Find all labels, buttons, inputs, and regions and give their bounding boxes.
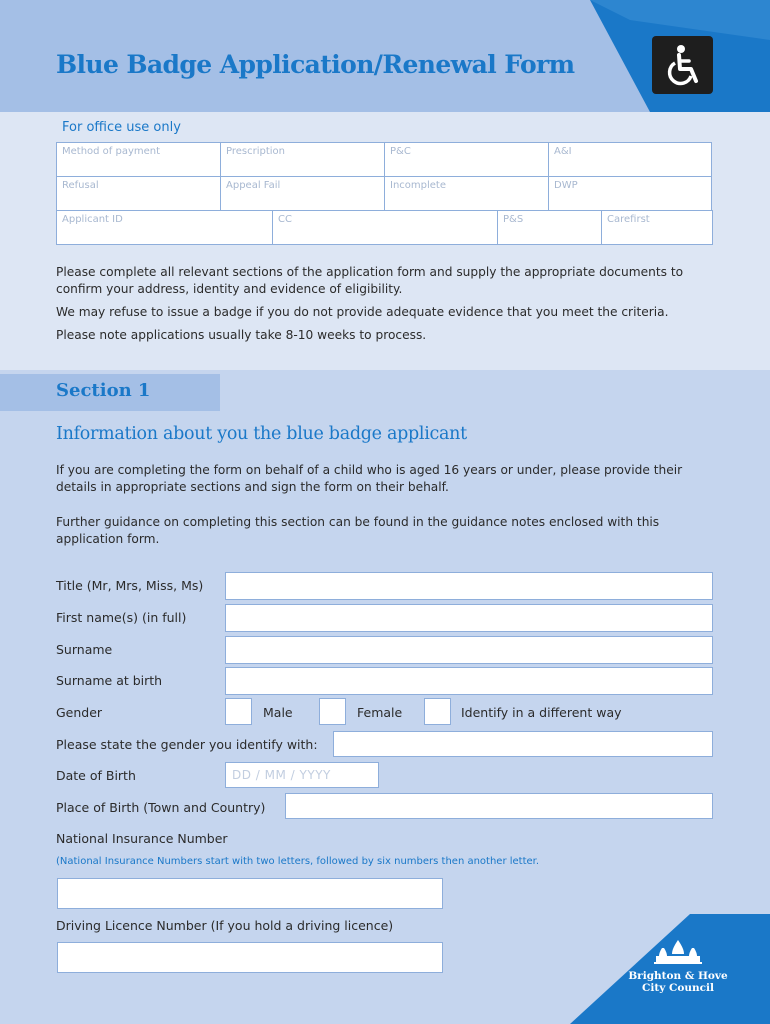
gender-other-label: Identify in a different way [461, 705, 622, 720]
page-title: Blue Badge Application/Renewal Form [56, 50, 575, 79]
council-name-line: City Council [642, 982, 714, 994]
gender-identify-label: Please state the gender you identify with: [56, 737, 318, 752]
title-input[interactable] [225, 572, 713, 600]
office-cell-dwp[interactable]: DWP [548, 176, 712, 211]
place-of-birth-input[interactable] [285, 793, 713, 819]
intro-paragraph: Please note applications usually take 8-10 weeks to process. [56, 328, 427, 342]
surname-input[interactable] [225, 636, 713, 664]
office-cell-incomplete[interactable]: Incomplete [384, 176, 549, 211]
section-paragraph: Further guidance on completing this section can be found in the guidance notes enclosed with this application form. [56, 515, 660, 546]
office-row [56, 210, 712, 244]
intro-paragraph: Please complete all relevant sections of the application form and supply the appropriate documents to confirm your address, identity and evidence of eligibility. [56, 265, 684, 296]
office-row [56, 142, 712, 176]
ni-label: National Insurance Number [56, 831, 228, 846]
office-use-label: For office use only [62, 120, 181, 135]
surname-label: Surname [56, 642, 113, 657]
office-cell-pc[interactable]: P&C [384, 142, 549, 177]
first-name-label: First name(s) (in full) [56, 610, 187, 625]
dob-placeholder: DD / MM / YYYY [232, 768, 331, 782]
council-name [628, 970, 728, 994]
gender-male-label: Male [263, 705, 293, 720]
office-cell-appeal-fail[interactable]: Appeal Fail [220, 176, 385, 211]
council-name-line: Brighton & Hove [628, 970, 728, 982]
office-cell-applicant-id[interactable]: Applicant ID [56, 210, 273, 245]
surname-at-birth-label: Surname at birth [56, 673, 163, 688]
ni-input[interactable] [57, 878, 443, 909]
title-label: Title (Mr, Mrs, Miss, Ms) [56, 578, 204, 593]
office-cell-cc[interactable]: CC [272, 210, 498, 245]
office-cell-ai[interactable]: A&I [548, 142, 712, 177]
first-name-input[interactable] [225, 604, 713, 632]
office-cell-method-of-payment[interactable]: Method of payment [56, 142, 221, 177]
section-paragraph: If you are completing the form on behalf of a child who is aged 16 years or under, please provide their details in appropriate sections and sign the form on their behalf. [56, 463, 683, 494]
office-cell-ps[interactable]: P&S [497, 210, 602, 245]
office-cell-prescription[interactable]: Prescription [220, 142, 385, 177]
driving-licence-label: Driving Licence Number (If you hold a driving licence) [56, 918, 394, 933]
section-heading: Information about you the blue badge applicant [56, 424, 467, 444]
office-use-table [56, 142, 712, 244]
gender-female-checkbox[interactable] [319, 698, 346, 725]
ni-note: (National Insurance Numbers start with two letters, followed by six numbers then another letter. [56, 856, 540, 867]
intro-text [56, 264, 716, 350]
gender-male-checkbox[interactable] [225, 698, 252, 725]
place-of-birth-label: Place of Birth (Town and Country) [56, 800, 266, 815]
gender-identify-input[interactable] [333, 731, 713, 757]
driving-licence-input[interactable] [57, 942, 443, 973]
dob-label: Date of Birth [56, 768, 136, 783]
office-cell-carefirst[interactable]: Carefirst [601, 210, 713, 245]
office-cell-refusal[interactable]: Refusal [56, 176, 221, 211]
gender-label: Gender [56, 705, 103, 720]
gender-female-label: Female [357, 705, 403, 720]
intro-paragraph: We may refuse to issue a badge if you do not provide adequate evidence that you meet the criteria. [56, 305, 669, 319]
wheelchair-icon [652, 36, 713, 94]
gender-other-checkbox[interactable] [424, 698, 451, 725]
office-row [56, 176, 712, 210]
section-label: Section 1 [56, 380, 151, 401]
council-crest-icon [648, 938, 708, 970]
surname-at-birth-input[interactable] [225, 667, 713, 695]
